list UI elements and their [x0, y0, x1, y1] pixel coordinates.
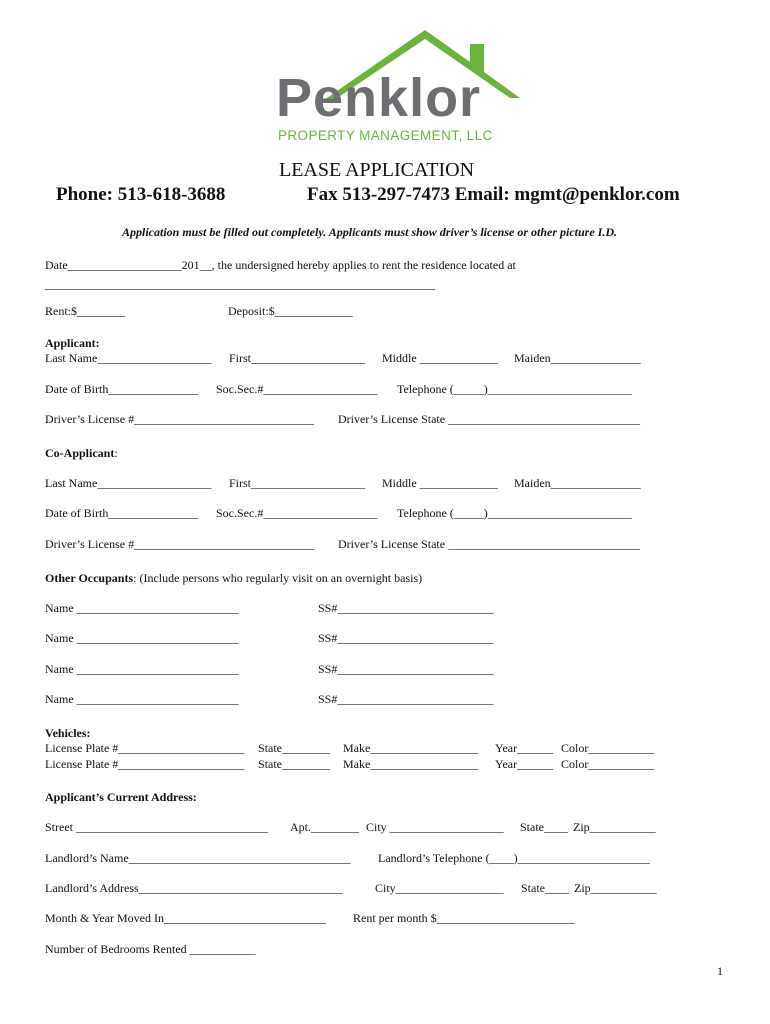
applicant-telephone[interactable]: Telephone (_____)________________________: [397, 382, 632, 396]
vehicle-color[interactable]: Color___________: [561, 757, 655, 771]
applicant-maiden-name[interactable]: Maiden_______________: [514, 351, 641, 365]
occupant-ss-field[interactable]: SS#__________________________: [318, 631, 494, 645]
coapplicant-middle-name[interactable]: Middle _____________: [382, 476, 498, 490]
date-line[interactable]: Date___________________201__, the undersigned hereby applies to rent the residence located at: [45, 258, 516, 272]
page-number: 1: [717, 964, 723, 978]
coapplicant-license-state[interactable]: Driver’s License State ________________________________: [338, 537, 641, 551]
coapplicant-maiden-name[interactable]: Maiden_______________: [514, 476, 641, 490]
coapplicant-first-name[interactable]: First___________________: [229, 476, 366, 490]
vehicle-make[interactable]: Make__________________: [343, 757, 479, 771]
coapplicant-heading: Co-Applicant:: [45, 446, 118, 460]
applicant-drivers-license[interactable]: Driver’s License #______________________________: [45, 412, 315, 426]
landlord-state-field[interactable]: State____: [521, 881, 569, 895]
applicant-ssn[interactable]: Soc.Sec.#___________________: [216, 382, 378, 396]
phone-number: Phone: 513-618-3688: [56, 184, 226, 205]
occupant-ss-field[interactable]: SS#__________________________: [318, 601, 494, 615]
deposit-field[interactable]: Deposit:$_____________: [228, 304, 353, 318]
occupants-heading: Other Occupants: (Include persons who regularly visit on an overnight basis): [45, 571, 423, 585]
occupant-ss-field[interactable]: SS#__________________________: [318, 662, 494, 676]
coapplicant-telephone[interactable]: Telephone (_____)________________________: [397, 506, 632, 520]
landlord-name-field[interactable]: Landlord’s Name_____________________________________: [45, 851, 351, 865]
document-title: LEASE APPLICATION: [279, 159, 475, 181]
moved-in-field[interactable]: Month & Year Moved In___________________________: [45, 911, 326, 925]
vehicle-license-plate[interactable]: License Plate #_____________________: [45, 741, 245, 755]
logo-subtitle: PROPERTY MANAGEMENT, LLC: [278, 128, 493, 143]
coapplicant-last-name[interactable]: Last Name___________________: [45, 476, 212, 490]
occupant-name-field[interactable]: Name ___________________________: [45, 662, 239, 676]
vehicle-year[interactable]: Year______: [495, 757, 554, 771]
occupant-ss-field[interactable]: SS#__________________________: [318, 692, 494, 706]
residence-address-blank[interactable]: _________________________________________________________________: [45, 277, 435, 291]
bedrooms-rented-field[interactable]: Number of Bedrooms Rented ___________: [45, 942, 256, 956]
vehicle-color[interactable]: Color___________: [561, 741, 655, 755]
vehicles-heading: Vehicles:: [45, 726, 91, 740]
logo-name: Penklor: [276, 68, 482, 128]
coapplicant-dob[interactable]: Date of Birth_______________: [45, 506, 199, 520]
applicant-last-name[interactable]: Last Name___________________: [45, 351, 212, 365]
application-notice: Application must be filled out completely. Applicants must show driver’s license or other picture I.D.: [122, 225, 618, 239]
landlord-city-field[interactable]: City__________________: [375, 881, 504, 895]
coapplicant-ssn[interactable]: Soc.Sec.#___________________: [216, 506, 378, 520]
city-field[interactable]: City ___________________: [366, 820, 504, 834]
applicant-middle-name[interactable]: Middle _____________: [382, 351, 498, 365]
occupant-name-field[interactable]: Name ___________________________: [45, 601, 239, 615]
current-address-heading: Applicant’s Current Address:: [45, 790, 197, 804]
zip-field[interactable]: Zip___________: [573, 820, 656, 834]
fax-email: Fax 513-297-7473 Email: mgmt@penklor.com: [307, 184, 680, 205]
occupant-name-field[interactable]: Name ___________________________: [45, 692, 239, 706]
coapplicant-drivers-license[interactable]: Driver’s License #______________________________: [45, 537, 315, 551]
rent-per-month-field[interactable]: Rent per month $_______________________: [353, 911, 575, 925]
applicant-first-name[interactable]: First___________________: [229, 351, 366, 365]
occupant-name-field[interactable]: Name ___________________________: [45, 631, 239, 645]
landlord-zip-field[interactable]: Zip___________: [574, 881, 657, 895]
vehicle-state[interactable]: State________: [258, 741, 330, 755]
rent-field[interactable]: Rent:$________: [45, 304, 125, 318]
state-field[interactable]: State____: [520, 820, 568, 834]
applicant-heading: Applicant:: [45, 336, 100, 350]
street-field[interactable]: Street ________________________________: [45, 820, 268, 834]
applicant-dob[interactable]: Date of Birth_______________: [45, 382, 199, 396]
vehicle-license-plate[interactable]: License Plate #_____________________: [45, 757, 245, 771]
apt-field[interactable]: Apt.________: [290, 820, 359, 834]
vehicle-year[interactable]: Year______: [495, 741, 554, 755]
vehicle-state[interactable]: State________: [258, 757, 330, 771]
vehicle-make[interactable]: Make__________________: [343, 741, 479, 755]
applicant-license-state[interactable]: Driver’s License State ________________________________: [338, 412, 641, 426]
landlord-telephone-field[interactable]: Landlord’s Telephone (____)______________________: [378, 851, 650, 865]
landlord-address-field[interactable]: Landlord’s Address__________________________________: [45, 881, 343, 895]
